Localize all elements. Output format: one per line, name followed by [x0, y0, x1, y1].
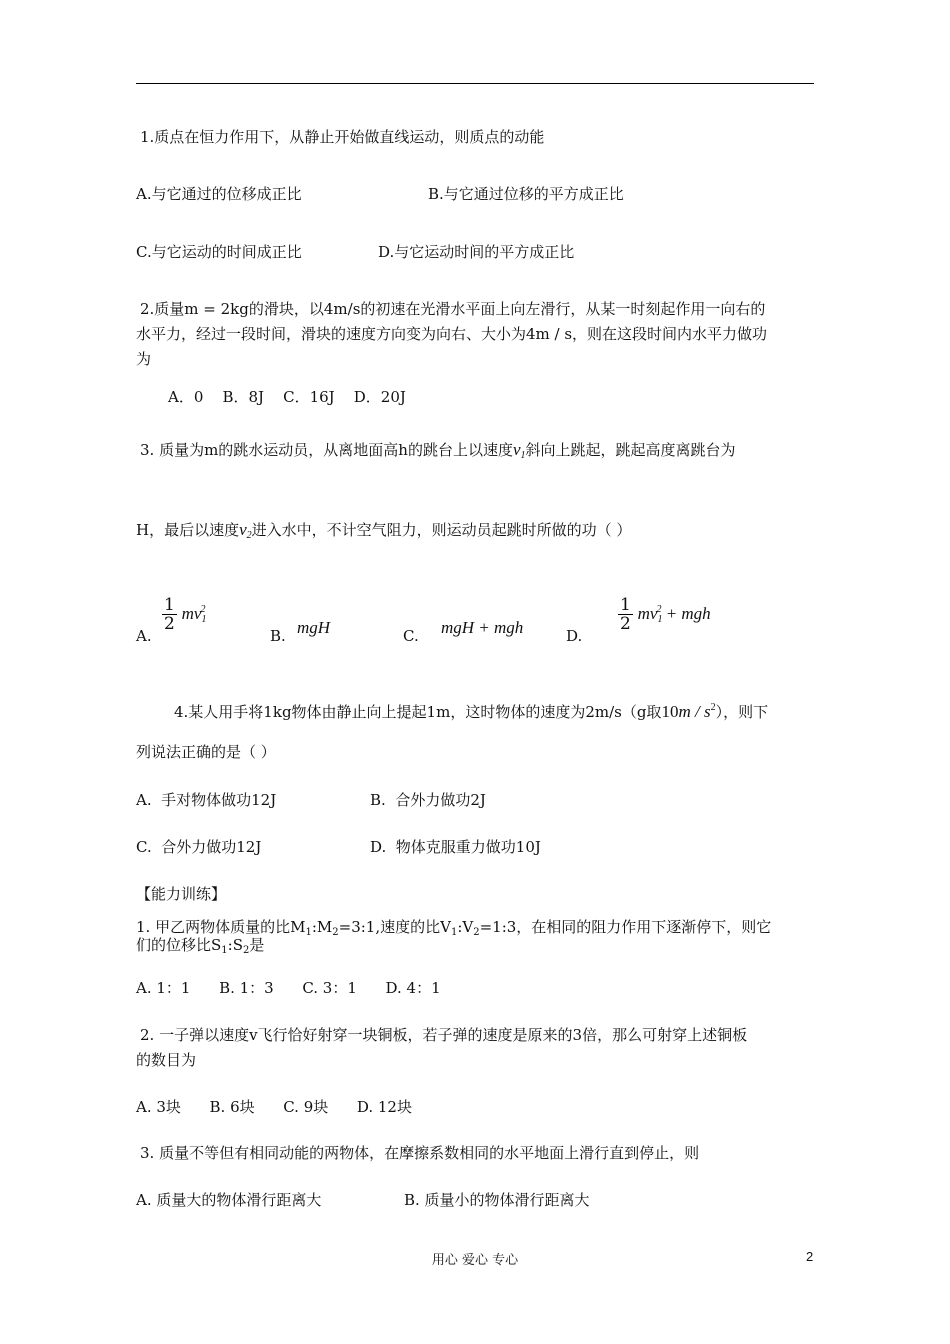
q4-line-1: [174, 698, 768, 722]
q3-line-2: [136, 520, 631, 546]
q4-line-1-post: ），则下: [715, 703, 769, 721]
q1-option-a: A.与它通过的位移成正比: [136, 185, 302, 203]
q3-option-a-expr: $\frac{1}{2}$ $mv_1^2$: [164, 595, 207, 634]
q1-option-b: B.与它通过位移的平方成正比: [428, 185, 624, 203]
t3-option-a: A. 质量大的物体滑行距离大: [136, 1191, 322, 1209]
page-number: 2: [806, 1249, 814, 1264]
q3-line-1-pre: 3. 质量为m的跳水运动员，从离地面高h的跳台上以速度: [140, 441, 513, 459]
q3-line-2-pre: H，最后以速度: [136, 521, 240, 539]
v2-symbol: $v_2$: [239, 520, 252, 541]
q4-option-a: A. 手对物体做功12J: [136, 791, 277, 809]
t1-line-2: 们的位移比$S_1:S_2$是: [136, 936, 265, 956]
q3-option-b-expr: mgH: [297, 618, 331, 637]
q4-option-d: D. 物体克服重力做功10J: [370, 838, 541, 856]
t2-line-1: 2. 一子弹以速度v飞行恰好射穿一块铜板，若子弹的速度是原来的3倍，那么可射穿上述铜板: [140, 1026, 748, 1044]
q3-option-d-label: D.: [566, 627, 583, 645]
q3-line-2-post: 进入水中，不计空气阻力，则运动员起跳时所做的功（ ）: [251, 521, 632, 539]
q4-option-c: C. 合外力做功12J: [136, 838, 262, 856]
q2-line-1: 2.质量m = 2kg的滑块，以4m/s的初速在光滑水平面上向左滑行，从某一时刻起作用一向右的: [140, 300, 766, 318]
q3-option-c-label: C.: [403, 627, 419, 645]
t3-option-b: B. 质量小的物体滑行距离大: [404, 1191, 590, 1209]
g-value: $10m / s^2$: [661, 702, 716, 721]
t2-line-2: 的数目为: [136, 1051, 197, 1069]
q2-line-3: 为: [136, 350, 152, 368]
section-title: 【能力训练】: [136, 885, 227, 903]
v1-symbol: $v_1$: [512, 440, 526, 461]
q3-line-1: [140, 440, 736, 466]
q1-option-c: C.与它运动的时间成正比: [136, 243, 302, 261]
q1-option-d: D.与它运动时间的平方成正比: [378, 243, 575, 261]
q1-stem: 1.质点在恒力作用下，从静止开始做直线运动，则质点的动能: [140, 128, 545, 146]
half-fraction: $\frac{1}{2}$: [164, 595, 175, 634]
q3-option-d-expr: $\frac{1}{2}$ $mv_1^2$ + mgh: [620, 595, 711, 634]
q3-option-c-expr: mgH + mgh: [441, 618, 524, 637]
q2-line-2: 水平力，经过一段时间，滑块的速度方向变为向右、大小为4m / s，则在这段时间内水平力做功: [136, 325, 768, 343]
page-footer: 用心 爱心 专心: [431, 1253, 519, 1268]
q3-option-a-label: A.: [136, 627, 152, 645]
header-rule: [136, 83, 814, 84]
half-fraction: $\frac{1}{2}$: [620, 595, 631, 634]
t1-line-1: 1. 甲乙两物体质量的比$M_1:M_2=3:1$,速度的比$V_1:V_2=1:3$，在相同的阻力作用下逐渐停下，则它: [136, 918, 772, 938]
q4-line-1-pre: 4.某人用手将1kg物体由静止向上提起1m，这时物体的速度为2m/s（g取: [174, 703, 662, 721]
t2-options: A. 3块 B. 6块 C. 9块 D. 12块: [136, 1098, 412, 1116]
t3-stem: 3. 质量不等但有相同动能的两物体，在摩擦系数相同的水平地面上滑行直到停止，则: [140, 1144, 700, 1162]
t1-options: A. 1：1 B. 1：3 C. 3：1 D. 4：1: [136, 979, 441, 997]
q2-options: A．0 B．8J C．16J D．20J: [168, 388, 406, 406]
q3-option-b-label: B.: [270, 627, 286, 645]
q4-option-b: B. 合外力做功2J: [370, 791, 486, 809]
q3-line-1-post: 斜向上跳起，跳起高度离跳台为: [525, 441, 736, 459]
q4-line-2: 列说法正确的是（ ）: [136, 743, 276, 761]
